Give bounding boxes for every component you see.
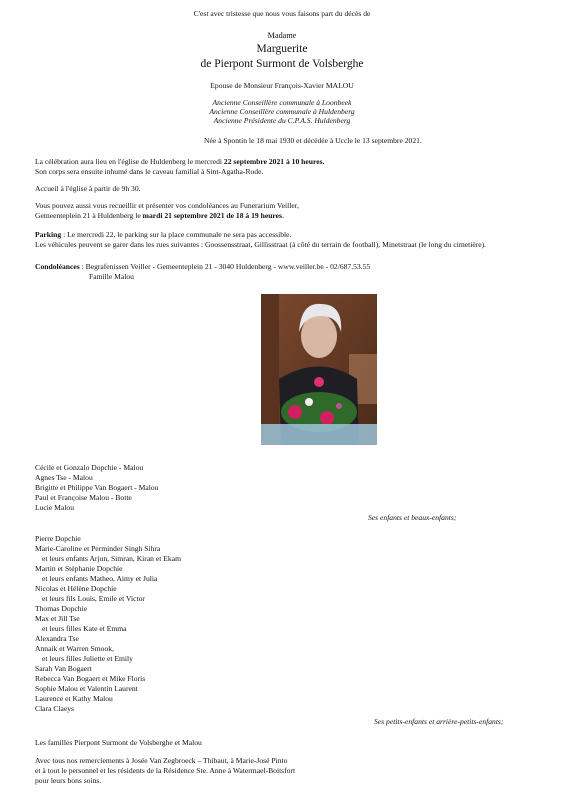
list-item: Rebecca Van Bogaert et Mike Floris [35, 674, 146, 683]
list-item: Martin et Stéphanie Dopchie [35, 564, 123, 573]
deceased-family-name: de Pierpont Surmont de Volsberghe [200, 58, 364, 70]
thanks-line: Avec tous nos remerciements à Josée Van Zegbroeck – Thibaut, à Marie-José Pinto [35, 756, 288, 765]
visit-line: Gemeenteplein 21 à Huldenberg le mardi 21 septembre 2021 de 18 à 19 heures. [35, 211, 284, 220]
list-item: et leurs enfants Arjun, Simran, Kiran et Ekam [42, 554, 181, 563]
list-item: Lucie Malou [35, 503, 75, 512]
list-item: Nicolas et Hélène Dopchie [35, 584, 117, 593]
family-signature: Famille Malou [89, 272, 134, 281]
ceremony-line: La célébration aura lieu en l'église de Huldenberg le mercredi 22 septembre 2021 à 10 heures. [35, 157, 325, 166]
list-item: Clara Claeys [35, 704, 75, 713]
deceased-first-name: Marguerite [256, 43, 308, 55]
intro-text: C'est avec tristesse que nous vous faisons part du décès de [193, 9, 371, 18]
list-item: Sophie Malou et Valentin Laurent [35, 684, 138, 693]
list-item: et leurs filles Juliette et Emily [42, 654, 133, 663]
list-item: Sarah Van Bogaert [35, 664, 92, 673]
welcome-line: Accueil à l'église à partir de 9h 30. [35, 184, 141, 193]
parking-line: Parking : Le mercredi 22, le parking sur la place communale ne sera pas accessible. [35, 230, 292, 239]
thanks-line: pour leurs bons soins. [35, 776, 102, 785]
role-line: Ancienne Conseillère communale à Loonbeek [212, 98, 352, 107]
spouse-line: Epouse de Monsieur François-Xavier MALOU [210, 81, 354, 90]
list-item: Alexandra Tse [35, 634, 79, 643]
list-item: Marie-Caroline et Perminder Singh Sihra [35, 544, 161, 553]
list-item: et leurs filles Kate et Emma [42, 624, 127, 633]
portrait-photo [261, 294, 377, 445]
list-item: Cécile et Gonzalo Dopchie - Malou [35, 463, 144, 472]
role-line: Ancienne Conseillère communale à Huldenberg [209, 107, 355, 116]
children-caption: Ses enfants et beaux-enfants; [368, 513, 457, 522]
list-item: et leurs fils Louis, Emile et Victor [42, 594, 145, 603]
condolences-line: Condoléances : Begrafenissen Veiller - Gemeenteplein 21 - 3040 Huldenberg - www.veiller.be - 02/687.53.55 [35, 262, 371, 271]
list-item: et leurs enfants Matheo, Aimy et Julia [42, 574, 158, 583]
list-item: Agnes Tse - Malou [35, 473, 93, 482]
families-line: Les familles Pierpont Surmont de Volsberghe et Malou [35, 738, 202, 747]
list-item: Thomas Dopchie [35, 604, 88, 613]
role-line: Ancienne Présidente du C.P.A.S. Huldenberg [213, 116, 351, 125]
honorific: Madame [267, 31, 297, 40]
visit-line: Vous pouvez aussi vous recueillir et présenter vos condoléances au Funerarium Veiller, [35, 201, 299, 210]
list-item: Brigitte et Philippe Van Bogaert - Malou [35, 483, 159, 492]
list-item: Max et Jill Tse [35, 614, 80, 623]
thanks-line: et à tout le personnel et les résidents de la Résidence Ste. Anne à Watermael-Boitsfort [35, 766, 296, 775]
grandchildren-caption: Ses petits-enfants et arrière-petits-enfants; [374, 717, 504, 726]
list-item: Annaik et Warren Smook, [35, 644, 114, 653]
list-item: Pierre Dopchie [35, 534, 81, 543]
list-item: Paul et Françoise Malou - Botte [35, 493, 132, 502]
burial-line: Son corps sera ensuite inhumé dans le caveau familial à Sint-Agatha-Rode. [35, 167, 264, 176]
list-item: Laurence et Kathy Malou [35, 694, 113, 703]
birth-death-line: Née à Spontin le 18 mai 1930 et décédée à Uccle le 13 septembre 2021. [204, 136, 422, 145]
parking-streets-line: Les véhicules peuvent se garer dans les rues suivantes : Goossensstraat, Gillisstraat (à côté du terrain de football), Minetstraat (le long du cimetière). [35, 240, 487, 249]
